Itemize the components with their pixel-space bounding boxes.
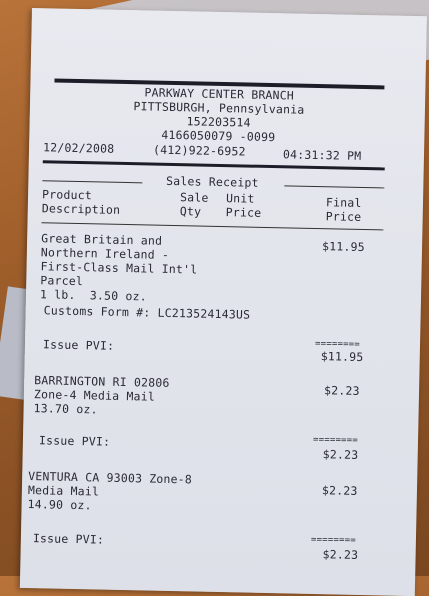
item3-issue-label: Issue PVI: xyxy=(32,531,105,547)
item3-issue-price: $2.23 xyxy=(322,547,359,562)
item1-issue-price: $11.95 xyxy=(320,349,364,365)
item2-issue-price: $2.23 xyxy=(322,447,359,462)
item3-line2: Media Mail xyxy=(27,483,100,499)
item1-line3: First-Class Mail Int'l xyxy=(40,259,198,277)
item2-line2: Zone-4 Media Mail xyxy=(33,387,156,404)
branch-city: PITTSBURGH, Pennsylvania xyxy=(133,99,305,117)
item2-dashes: ======== xyxy=(312,434,359,446)
title-rule-right xyxy=(284,185,384,188)
item3-price: $2.23 xyxy=(321,483,358,498)
branch-name: PARKWAY CENTER BRANCH xyxy=(144,85,295,103)
sales-receipt-title: Sales Receipt xyxy=(165,173,259,190)
col-description-label: Description xyxy=(41,201,121,217)
item2-weight: 13.70 oz. xyxy=(33,401,98,417)
branch-phone: (412)922-6952 xyxy=(152,142,246,159)
col-sale-label: Sale xyxy=(179,190,209,205)
item3-dashes: ======== xyxy=(310,534,356,546)
item1-customs-form: Customs Form #: LC213524143US xyxy=(43,303,251,322)
col-unit-label: Unit xyxy=(225,191,255,206)
item2-issue-label: Issue PVI: xyxy=(38,433,111,449)
item1-line1: Great Britain and xyxy=(41,231,163,248)
col-unit-price-label: Price xyxy=(225,205,262,220)
item2-line1: BARRINGTON RI 02806 xyxy=(34,373,170,390)
item1-weight: 1 lb. 3.50 oz. xyxy=(39,287,147,304)
branch-id: 152203514 xyxy=(186,114,251,130)
column-header-rule xyxy=(41,222,383,230)
col-qty-label: Qty xyxy=(179,204,202,219)
title-rule-left xyxy=(42,180,142,183)
col-final-label: Final xyxy=(325,195,362,210)
item1-line2: Northern Ireland - xyxy=(40,245,170,262)
item1-issue-label: Issue PVI: xyxy=(42,337,115,353)
receipt-date: 12/02/2008 xyxy=(42,140,115,156)
item1-price: $11.95 xyxy=(321,239,365,255)
terminal-id: 4166050079 -0099 xyxy=(161,127,276,145)
item1-line4: Parcel xyxy=(40,273,84,289)
col-final-price-label: Price xyxy=(325,209,362,224)
item3-line1: VENTURA CA 93003 Zone-8 xyxy=(28,469,193,487)
item3-weight: 14.90 oz. xyxy=(27,497,92,513)
receipt-time: 04:31:32 PM xyxy=(282,147,362,163)
col-product-label: Product xyxy=(41,187,93,203)
item1-dashes: ======== xyxy=(314,339,361,350)
receipt xyxy=(20,8,427,596)
item2-price: $2.23 xyxy=(323,383,360,398)
